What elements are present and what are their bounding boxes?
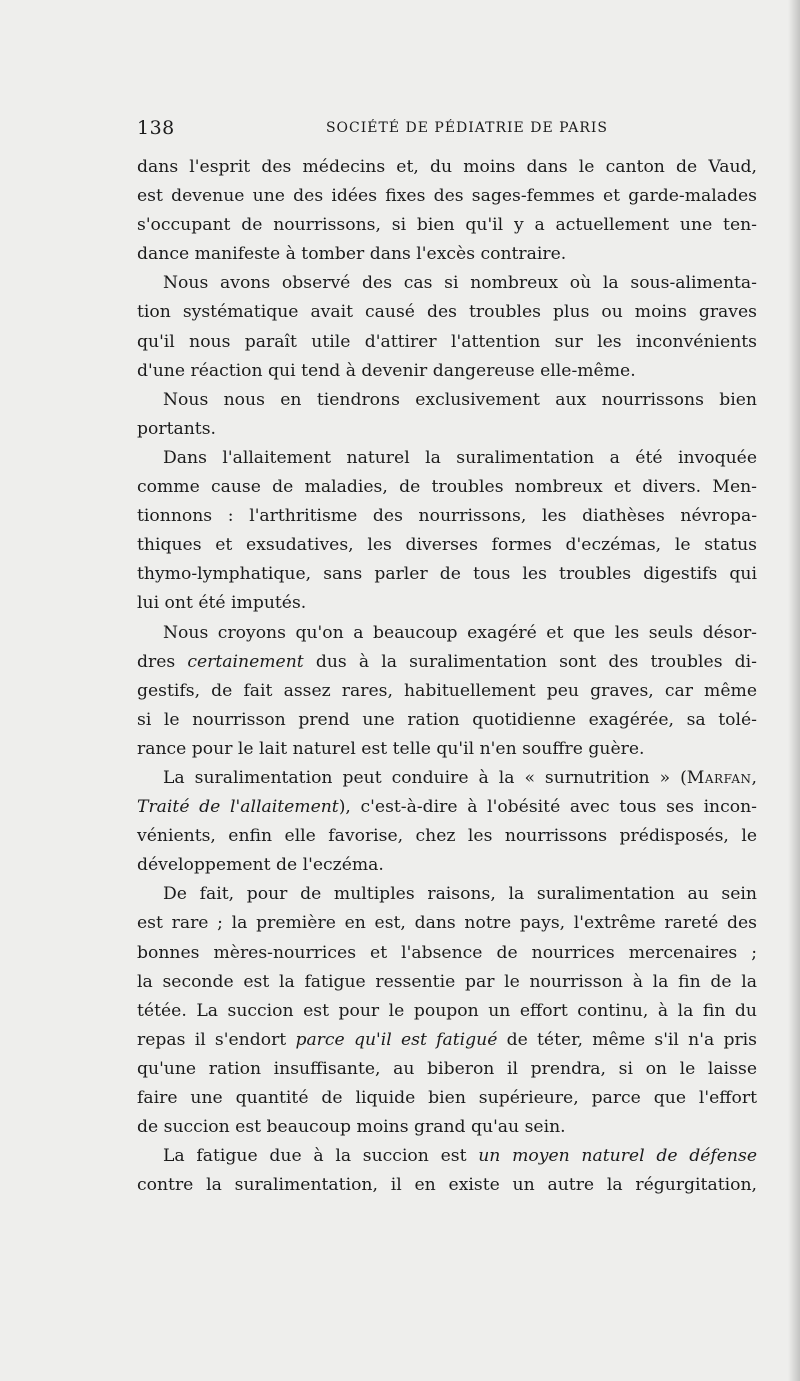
text-line: dans l'esprit des médecins et, du moins dans le canton de Vaud, [137, 157, 757, 177]
text-line: dance manifeste à tomber dans l'excès contraire. [137, 244, 567, 265]
page-number: 138 [137, 117, 175, 139]
page-edge-shadow [788, 0, 800, 1381]
text-line: développement de l'eczéma. [137, 855, 384, 876]
text-line: contre la suralimentation, il en existe un autre la régurgitation, [137, 1175, 757, 1196]
text-line: dres certainement dus à la suralimentation sont des troubles di- [137, 651, 757, 672]
text-line: tion systématique avait causé des troubles plus ou moins graves [137, 302, 757, 323]
text-line: repas il s'endort parce qu'il est fatigué de téter, même s'il n'a pris [137, 1029, 757, 1050]
text-line: Nous nous en tiendrons exclusivement aux nourrissons bien [163, 389, 757, 410]
running-head: SOCIÉTÉ DE PÉDIATRIE DE PARIS [325, 120, 609, 136]
text-line: est devenue une des idées fixes des sages-femmes et garde-malades [137, 186, 757, 207]
text-line: comme cause de maladies, de troubles nombreux et divers. Men- [137, 477, 757, 498]
page-header [137, 117, 757, 143]
text-line: est rare ; la première en est, dans notre pays, l'extrême rareté des [137, 913, 757, 934]
author-name: Marfan [686, 767, 752, 788]
text-line: tionnons : l'arthritisme des nourrissons, les diathèses névropa- [137, 506, 757, 527]
text-line: rance pour le lait naturel est telle qu'il n'en souffre guère. [137, 738, 645, 759]
text-line: faire une quantité de liquide bien supérieure, parce que l'effort [137, 1088, 757, 1108]
text-line: d'une réaction qui tend à devenir dangereuse elle-même. [137, 360, 636, 381]
text-line: Dans l'allaitement naturel la suralimentation a été invoquée [163, 447, 757, 468]
body-text [137, 153, 757, 1200]
text-line: qu'il nous paraît utile d'attirer l'attention sur les inconvénients [137, 331, 757, 352]
text-line: la seconde est la fatigue ressentie par le nourrisson à la fin de la [137, 971, 757, 992]
text-line: Nous croyons qu'on a beaucoup exagéré et que les seuls désor- [163, 622, 757, 643]
text-line: gestifs, de fait assez rares, habituellement peu graves, car même [137, 680, 757, 701]
text-line: si le nourrisson prend une ration quotidienne exagérée, sa tolé- [137, 709, 757, 730]
text-line: de succion est beaucoup moins grand qu'au sein. [137, 1117, 566, 1138]
text-line: La fatigue due à la succion est un moyen naturel de défense [163, 1146, 757, 1167]
text-line: qu'une ration insuffisante, au biberon il prendra, si on le laisse [137, 1058, 757, 1079]
text-line: thymo-lymphatique, sans parler de tous les troubles digestifs qui [137, 564, 757, 585]
text-line: La suralimentation peut conduire à la « surnutrition » (Marfan, [163, 767, 757, 788]
text-line: thiques et exsudatives, les diverses formes d'eczémas, le status [137, 535, 757, 556]
text-line: bonnes mères-nourrices et l'absence de nourrices mercenaires ; [137, 942, 757, 963]
text-line: De fait, pour de multiples raisons, la suralimentation au sein [163, 884, 757, 905]
text-line: Nous avons observé des cas si nombreux où la sous-alimenta- [163, 273, 757, 294]
text-line: s'occupant de nourrissons, si bien qu'il y a actuellement une ten- [137, 215, 757, 236]
text-line: lui ont été imputés. [137, 593, 307, 614]
text-line: Traité de l'allaitement), c'est-à-dire à l'obésité avec tous ses incon- [137, 797, 757, 818]
italic-text: parce qu'il est fatigué [295, 1029, 498, 1050]
text-line: portants. [137, 418, 216, 439]
text-line: tétée. La succion est pour le poupon un effort continu, à la fin du [137, 1000, 757, 1021]
book-title: Traité de l'allaitement [137, 797, 339, 818]
italic-text: certainement [187, 651, 304, 672]
text-line: vénients, enfin elle favorise, chez les nourrissons prédisposés, le [137, 826, 757, 847]
italic-text: un moyen naturel de défense [478, 1146, 757, 1167]
